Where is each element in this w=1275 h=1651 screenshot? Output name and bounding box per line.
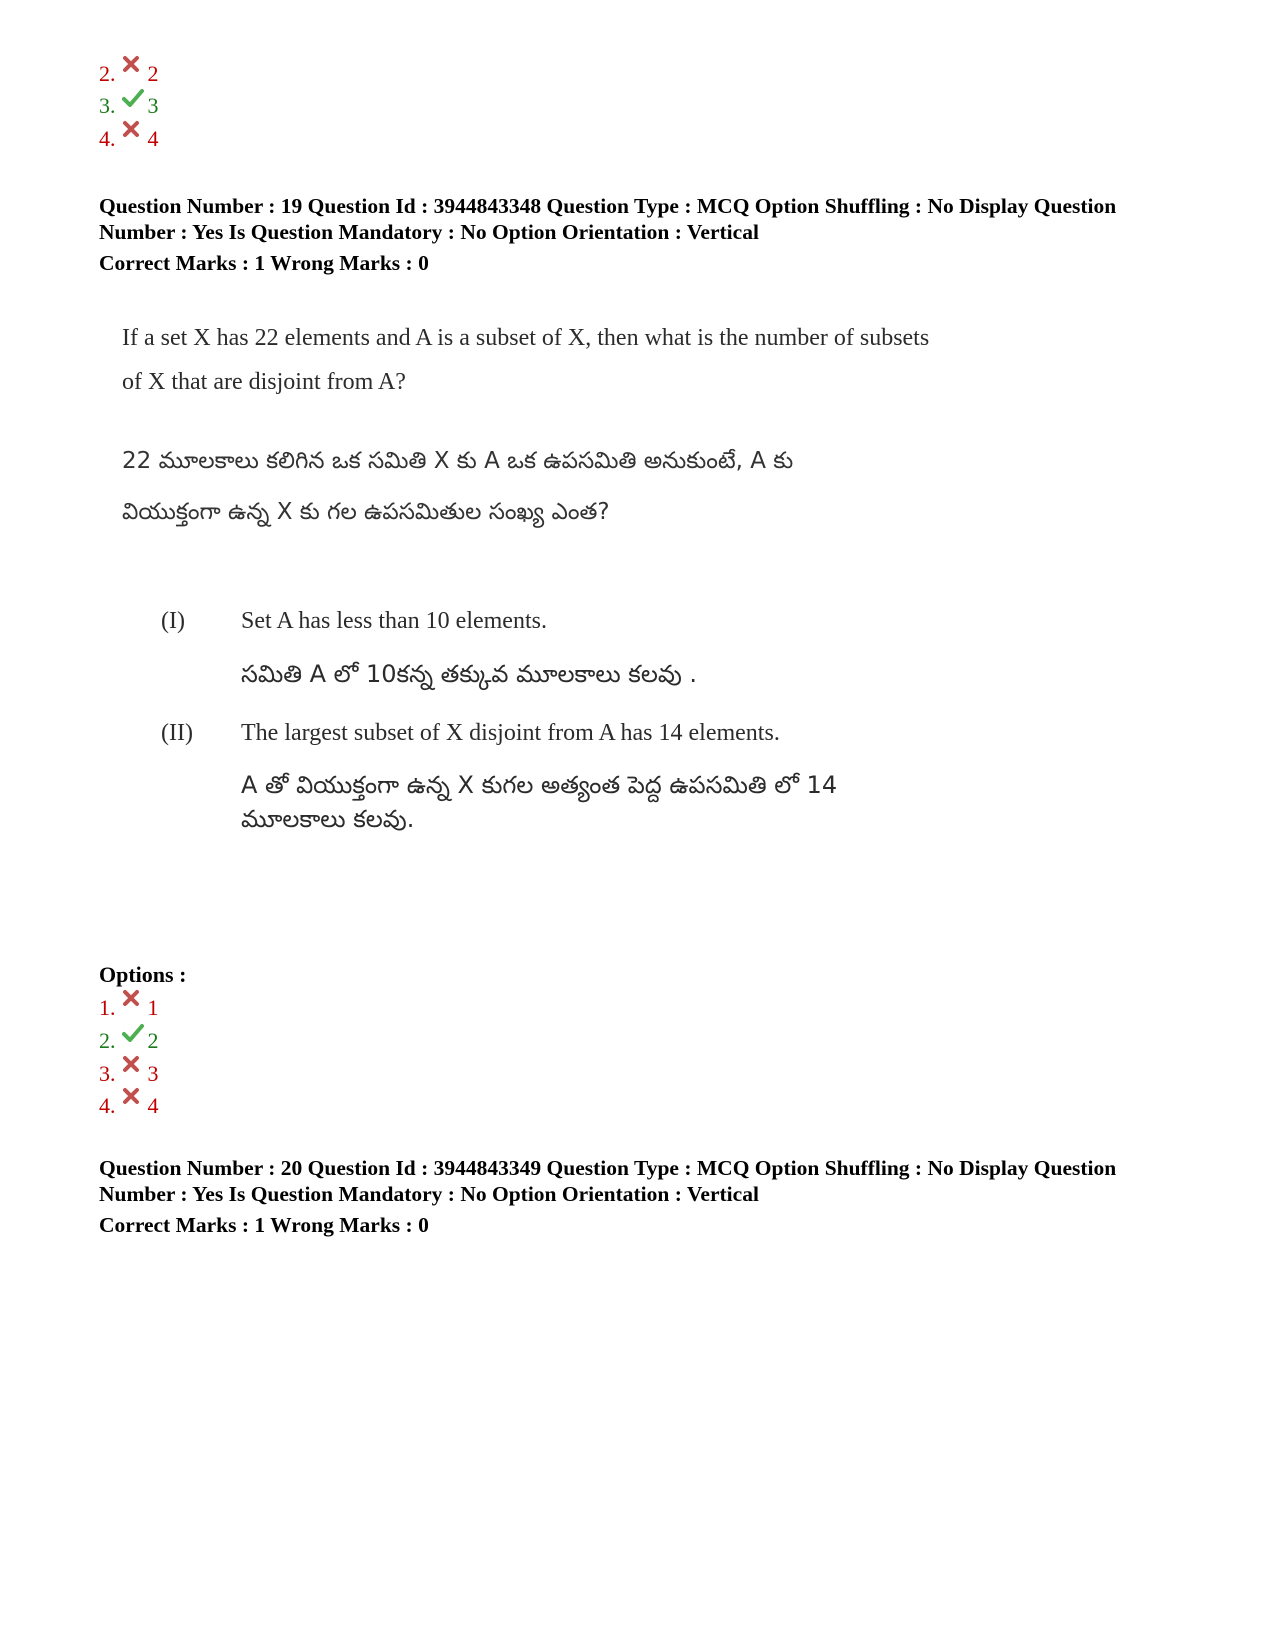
check-icon: [122, 1028, 142, 1046]
option-number: 3.: [99, 93, 116, 118]
option-value: 2: [147, 1028, 159, 1053]
marks-line: Correct Marks : 1 Wrong Marks : 0: [99, 1213, 429, 1237]
option-1: [99, 995, 159, 1021]
option-value: 1: [147, 995, 159, 1020]
question-20-meta: [99, 1155, 1209, 1238]
cross-icon: [122, 1061, 142, 1079]
option-number: 4.: [99, 1093, 116, 1118]
prev-option-4: [99, 126, 159, 152]
statement-label: (I): [161, 608, 185, 634]
statement-text-te: మూలకాలు కలవు.: [241, 805, 415, 833]
question-text-te: వియుక్తంగా ఉన్న X కు గల ఉపసమితుల సంఖ్య ఎంత?: [122, 499, 610, 525]
prev-option-2: [99, 61, 159, 87]
option-value: 2: [147, 61, 159, 86]
option-number: 3.: [99, 1061, 116, 1086]
statement-text-en: The largest subset of X disjoint from A has 14 elements.: [241, 720, 780, 746]
question-meta-line: Question Number : 20 Question Id : 3944843349 Question Type : MCQ Option Shuffling : No Display Question: [99, 1156, 1117, 1180]
option-number: 1.: [99, 995, 116, 1020]
cross-icon: [122, 61, 142, 79]
statement-text-en: Set A has less than 10 elements.: [241, 608, 547, 634]
statement-text-te: A తో వియుక్తంగా ఉన్న X కుగల అత్యంత పెద్ద ఉపసమితి లో 14: [241, 771, 838, 799]
question-meta-line: Number : Yes Is Question Mandatory : No Option Orientation : Vertical: [99, 220, 759, 244]
question-19-meta: [99, 193, 1209, 276]
marks-line: Correct Marks : 1 Wrong Marks : 0: [99, 251, 429, 275]
option-value: 3: [147, 93, 159, 118]
option-number: 4.: [99, 126, 116, 151]
statement-text-te: సమితి A లో 10కన్న తక్కువ మూలకాలు కలవు .: [241, 660, 698, 688]
statement-label: (II): [161, 720, 193, 746]
question-meta-line: Number : Yes Is Question Mandatory : No Option Orientation : Vertical: [99, 1182, 759, 1206]
option-value: 4: [147, 126, 159, 151]
option-value: 3: [147, 1061, 159, 1086]
option-number: 2.: [99, 1028, 116, 1053]
question-text-en: of X that are disjoint from A?: [122, 369, 406, 395]
option-value: 4: [147, 1093, 159, 1118]
prev-option-3: [99, 93, 159, 119]
options-label: Options :: [99, 962, 187, 987]
option-3: [99, 1061, 159, 1087]
cross-icon: [122, 995, 142, 1013]
cross-icon: [122, 1093, 142, 1111]
question-meta-line: Question Number : 19 Question Id : 3944843348 Question Type : MCQ Option Shuffling : No Display Question: [99, 194, 1117, 218]
question-text-te: 22 మూలకాలు కలిగిన ఒక సమితి X కు A ఒక ఉపసమితి అనుకుంటే, A కు: [122, 448, 794, 474]
question-text-en: If a set X has 22 elements and A is a subset of X, then what is the number of subsets: [122, 325, 930, 351]
option-2: [99, 1028, 159, 1054]
option-4: [99, 1093, 159, 1119]
check-icon: [122, 93, 142, 111]
option-number: 2.: [99, 61, 116, 86]
cross-icon: [122, 126, 142, 144]
